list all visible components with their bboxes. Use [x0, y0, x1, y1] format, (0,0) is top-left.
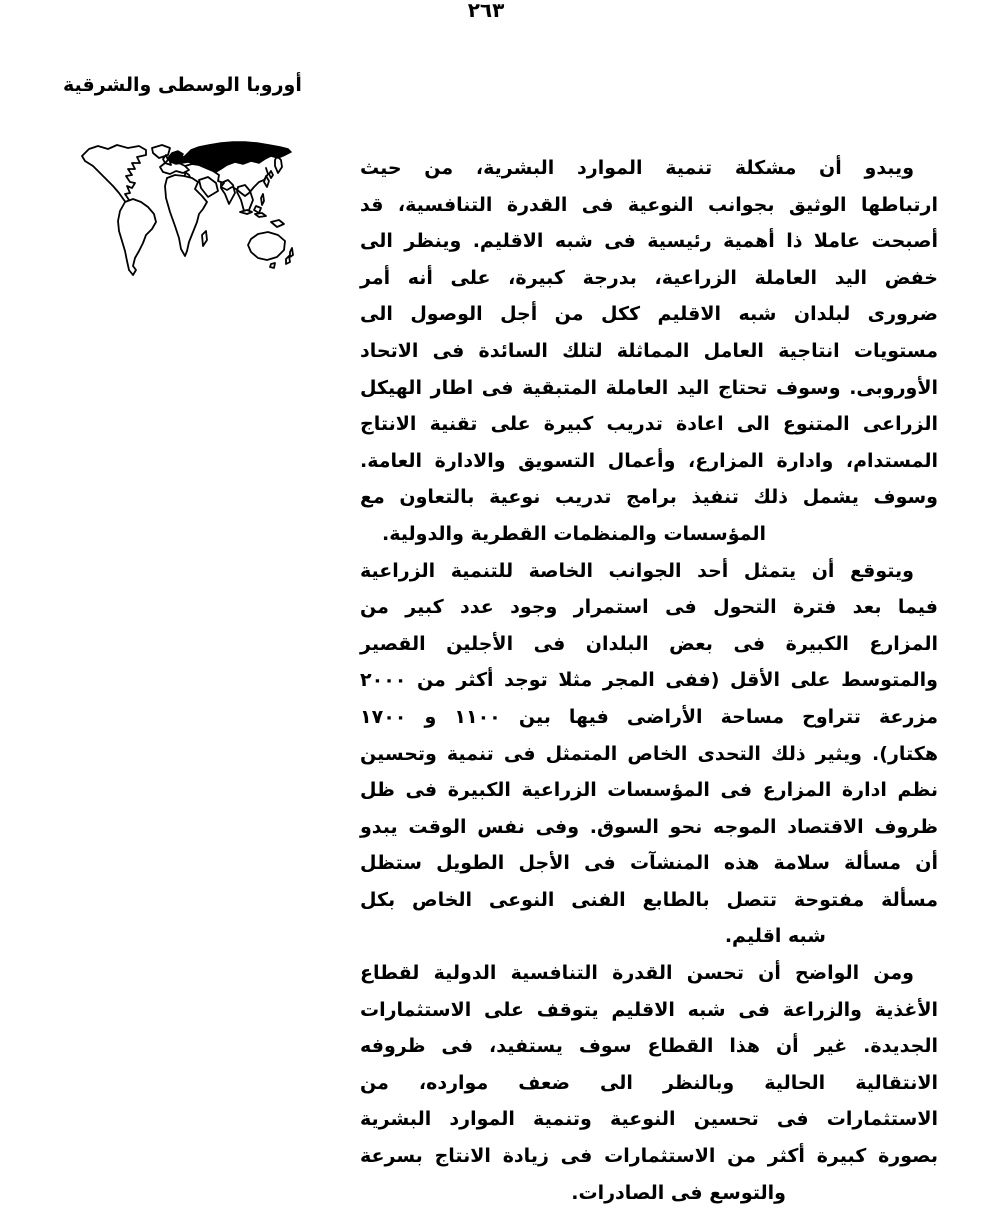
text-line: المستدام، وادارة المزارع، وأعمال التسويق والادارة العامة.	[360, 449, 938, 472]
text-line: المؤسسات والمنظمات القطرية والدولية.	[382, 522, 766, 545]
text-line: ارتباطها الوثيق بجوانب النوعية فى القدرة التنافسية، قد	[360, 193, 938, 216]
text-line: ويتوقع أن يتمثل أحد الجوانب الخاصة للتنمية الزراعية	[360, 559, 914, 582]
page-number: ٢٦٣	[467, 0, 505, 22]
text-line: فيما بعد فترة التحول فى استمرار وجود عدد كبير من	[360, 596, 938, 619]
text-line: وسوف يشمل ذلك تنفيذ برامج تدريب نوعية بالتعاون مع	[360, 486, 938, 509]
figure-caption: أوروبا الوسطى والشرقية	[63, 74, 302, 96]
text-line: خفض اليد العاملة الزراعية، بدرجة كبيرة، على أنه أمر	[360, 266, 938, 289]
text-line: مستويات انتاجية العامل المماثلة لتلك السائدة فى الاتحاد	[360, 339, 938, 362]
text-line: الأوروبى. وسوف تحتاج اليد العاملة المتبقية فى اطار الهيكل	[360, 376, 938, 399]
text-line: الانتقالية الحالية وبالنظر الى ضعف موارده، من	[360, 1071, 938, 1094]
text-line: ويبدو أن مشكلة تنمية الموارد البشرية، من حيث	[360, 157, 914, 179]
text-line: الزراعى المتنوع الى اعادة تدريب كبيرة على تقنية الانتاج	[360, 413, 938, 436]
body-text	[360, 150, 938, 1211]
text-line: شبه اقليم.	[724, 925, 826, 948]
text-line: ظروف الاقتصاد الموجه نحو السوق. وفى نفس الوقت يبدو	[360, 815, 938, 838]
text-line: والمتوسط على الأقل (ففى المجر مثلا توجد أكثر من ٢٠٠٠	[360, 669, 938, 692]
text-line: المزارع الكبيرة فى بعض البلدان فى الأجلين القصير	[360, 632, 938, 655]
world-map	[75, 136, 307, 284]
text-line: أصبحت عاملا ذا أهمية رئيسية فى شبه الاقليم. وينظر الى	[360, 230, 938, 253]
text-line: نظم ادارة المزارع فى المؤسسات الزراعية الكبيرة فى ظل	[360, 779, 938, 802]
text-line: الأغذية والزراعة فى شبه الاقليم يتوقف على الاستثمارات	[360, 998, 938, 1021]
text-line: والتوسع فى الصادرات.	[571, 1181, 786, 1204]
text-line: بصورة كبيرة أكثر من الاستثمارات فى زيادة الانتاج بسرعة	[360, 1145, 938, 1168]
text-line: ومن الواضح أن تحسن القدرة التنافسية الدولية لقطاع	[360, 962, 914, 985]
text-line: مسألة مفتوحة تتصل بالطابع الفنى النوعى الخاص بكل	[360, 888, 938, 911]
world-map-icon	[75, 136, 307, 284]
text-line: الجديدة. غير أن هذا القطاع سوف يستفيد، فى ظروفه	[360, 1035, 938, 1058]
text-line: أن مسألة سلامة هذه المنشآت فى الأجل الطويل ستظل	[360, 852, 938, 875]
text-line: مزرعة تتراوح مساحة الأراضى فيها بين ١١٠٠ و ١٧٠٠	[360, 705, 938, 728]
text-line: ضرورى لبلدان شبه الاقليم ككل من أجل الوصول الى	[360, 303, 938, 326]
text-line: الاستثمارات فى تحسين النوعية وتنمية الموارد البشرية	[360, 1108, 938, 1131]
text-line: هكتار). ويثير ذلك التحدى الخاص المتمثل فى تنمية وتحسين	[360, 742, 938, 765]
